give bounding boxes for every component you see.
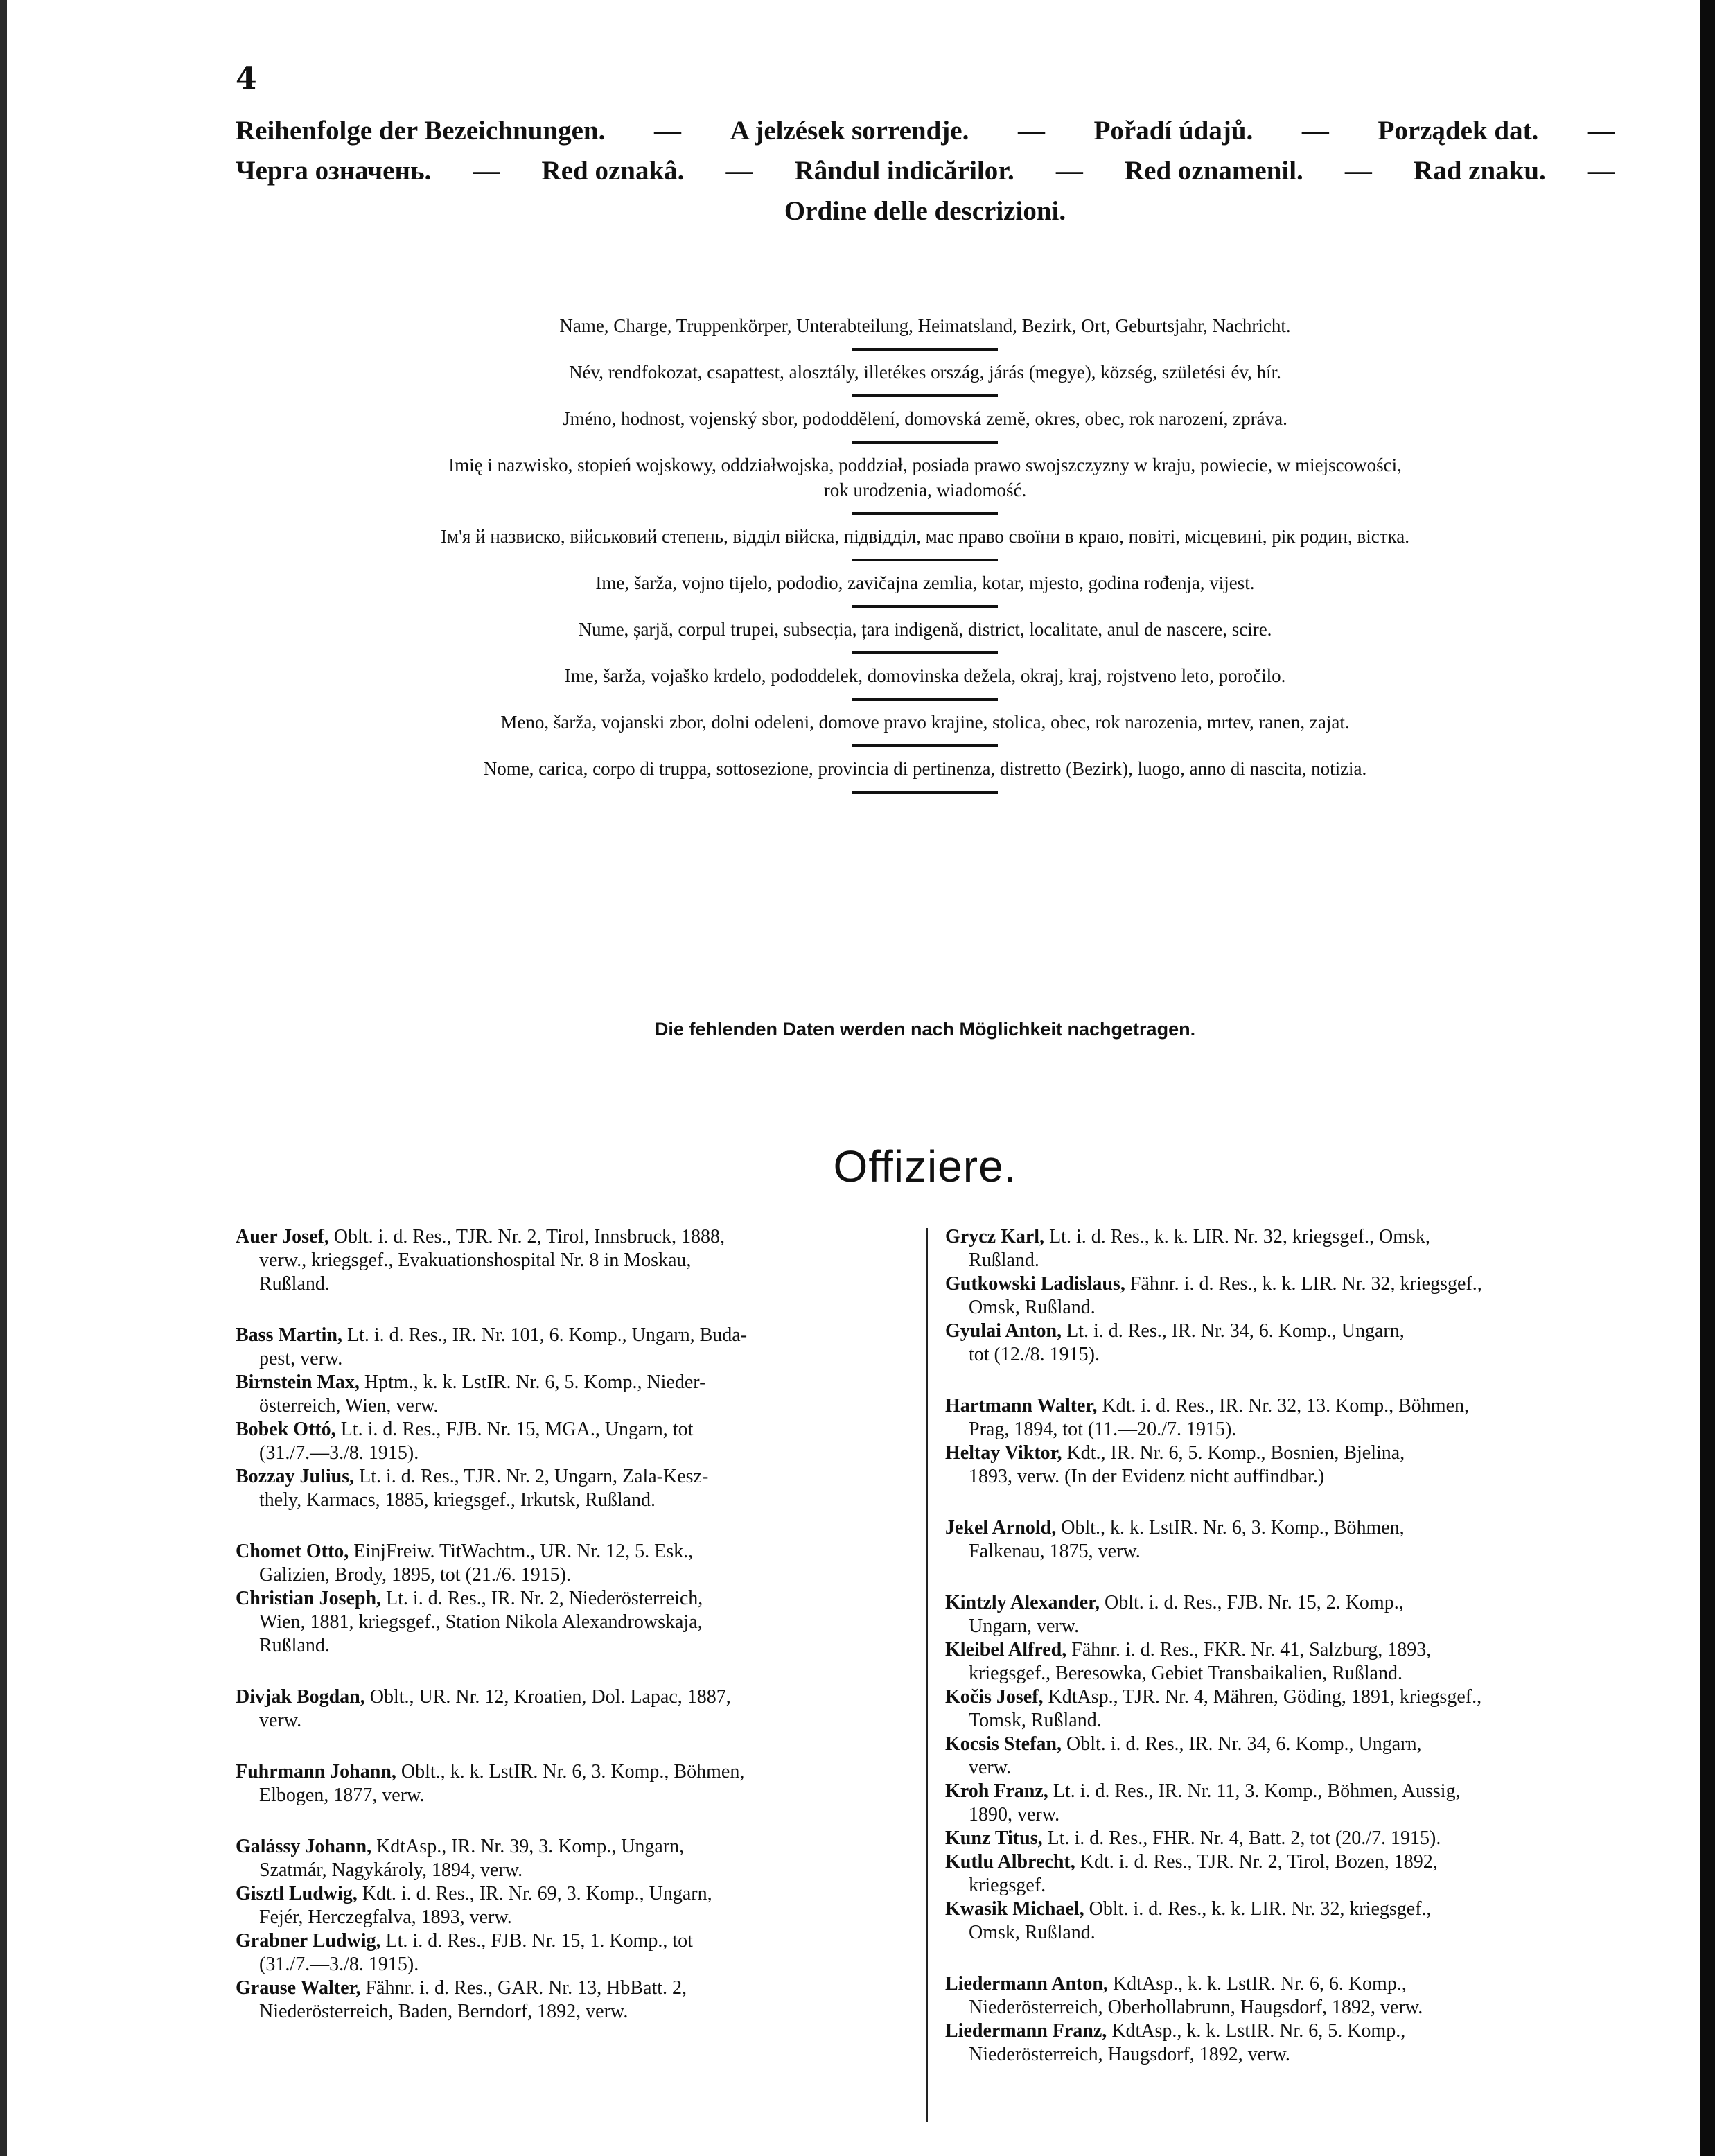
description-item [236,756,1615,781]
description-line: Ім'я й назвиско, військовий степень, відділ війска, підвідділ, має право своїни в краю, повіті, місцевині, рік родин, вістка. [441,526,1409,547]
description-line: rok urodzenia, wiadomość. [823,480,1027,500]
officer-details: Ungarn, verw. [969,1615,1080,1637]
officer-columns [236,1225,1615,2126]
separator-rule [852,791,998,794]
officer-name: Galássy Johann, [236,1836,372,1857]
officer-entry-line [236,1394,908,1418]
officer-entry-line [945,1756,1615,1780]
description-line: Név, rendfokozat, csapattest, alosztály, illetékes ország, járás (megye), község, születési év, hír. [569,362,1281,383]
officer-entry-line [945,1850,1615,1874]
officer-details: österreich, Wien, verw. [259,1395,439,1417]
description-line: Name, Charge, Truppenkörper, Unterabteilung, Heimatsland, Bezirk, Ort, Geburtsjahr, Nachricht. [559,315,1291,336]
officer-entry [236,1835,908,1882]
header-dash: — [473,156,500,186]
separator-rule [852,512,998,515]
officer-entry [236,1225,908,1296]
header-dash: — [1587,116,1615,146]
officer-entry-line [945,1972,1615,1996]
header-line-2 [236,151,1615,191]
officer-entry-line [945,1272,1615,1296]
officer-name: Jekel Arnold, [945,1517,1057,1539]
officer-entry [236,1465,908,1512]
officer-details: Lt. i. d. Res., TJR. Nr. 2, Ungarn, Zala-Kesz- [359,1466,709,1487]
description-item [236,710,1615,735]
description-item [236,570,1615,595]
description-item [236,313,1615,338]
officer-entry-line [945,1465,1615,1489]
header-dash: — [1301,116,1329,146]
officer-details: Rußland. [969,1250,1039,1271]
officer-entry-line [236,1611,908,1634]
officer-entry-line [236,1225,908,1249]
header-sl: Red oznamenil. [1124,156,1303,186]
officer-details: Oblt. i. d. Res., k. k. LIR. Nr. 32, kriegsgef., [1089,1898,1432,1920]
description-item [236,663,1615,688]
section-title: Offiziere. [833,1141,1017,1191]
description-item [236,360,1615,385]
separator-rule [852,559,998,561]
description-line: Nume, șarjă, corpul trupei, subsecția, țara indigenă, district, localitate, anul de nascere, scire. [578,619,1272,640]
officer-entry-line [945,1296,1615,1320]
officer-entry-line [236,1418,908,1441]
officer-details: Kdt. i. d. Res., IR. Nr. 69, 3. Komp., Ungarn, [362,1883,712,1904]
officer-entry-line [236,1929,908,1953]
description-line: Ime, šarža, vojaško krdelo, pododdelek, domovinska dežela, okraj, kraj, rojstveno leto, poročilo. [564,665,1286,686]
officer-entry [945,1516,1615,1563]
officer-name: Bobek Ottó, [236,1419,336,1440]
officer-name: Kintzly Alexander, [945,1592,1100,1613]
officer-details: Wien, 1881, kriegsgef., Station Nikola Alexandrowskaja, [259,1611,703,1633]
officer-details: EinjFreiw. TitWachtm., UR. Nr. 12, 5. Esk., [353,1541,694,1562]
officer-details: Lt. i. d. Res., IR. Nr. 2, Niederösterreich, [386,1588,703,1609]
officer-details: Kdt., IR. Nr. 6, 5. Komp., Bosnien, Bjelina, [1066,1442,1405,1464]
officer-details: Lt. i. d. Res., FJB. Nr. 15, MGA., Ungarn, tot [340,1419,694,1440]
officer-entry-line [945,1418,1615,1441]
officer-name: Fuhrmann Johann, [236,1761,396,1782]
header-hu: A jelzések sorrendje. [730,116,969,146]
officer-entry-line [236,1634,908,1658]
description-line: Imię i nazwisko, stopień wojskowy, oddziałwojska, poddział, posiada prawo swojszczyzny w kraju, powiecie, w miejscowości, [448,455,1402,475]
officer-entry-line [945,1320,1615,1343]
officer-name: Gutkowski Ladislaus, [945,1273,1125,1295]
separator-rule [852,744,998,747]
officer-entry-line [236,1784,908,1807]
header-pl: Porządek dat. [1378,116,1539,146]
officer-details: pest, verw. [259,1348,343,1369]
officer-details: Lt. i. d. Res., FHR. Nr. 4, Batt. 2, tot (20./7. 1915). [1047,1828,1441,1849]
officer-entry [236,1929,908,1977]
separator-rule [852,605,998,608]
separator-rule [852,698,998,701]
description-line: Meno, šarža, vojanski zbor, dolni odeleni, domove pravo krajine, stolica, obec, rok narozenia, mrtev, ranen, zajat. [500,712,1350,733]
officer-entry-line [945,1441,1615,1465]
officer-name: Birnstein Max, [236,1371,360,1393]
officer-name: Divjak Bogdan, [236,1686,365,1708]
descriptions-list [236,313,1615,803]
officer-entry-line [945,1996,1615,2019]
officer-entry [236,1418,908,1465]
officer-details: Fähnr. i. d. Res., FKR. Nr. 41, Salzburg, 1893, [1071,1639,1432,1660]
scan-edge-left [0,0,7,2156]
officer-details: Oblt., k. k. LstIR. Nr. 6, 3. Komp., Böhmen, [401,1761,745,1782]
officer-entry [236,1587,908,1658]
missing-data-note: Die fehlenden Daten werden nach Möglichkeit nachgetragen. [654,1019,1196,1040]
officer-details: Kdt. i. d. Res., TJR. Nr. 2, Tirol, Bozen, 1892, [1080,1851,1438,1873]
officer-details: Fejér, Herczegfalva, 1893, verw. [259,1907,512,1928]
officer-details: Rußland. [259,1273,330,1295]
header-dash: — [1055,156,1083,186]
officer-entry-line [945,1249,1615,1272]
officer-details: Fähnr. i. d. Res., GAR. Nr. 13, HbBatt. 2, [365,1977,687,1999]
officer-details: Oblt. i. d. Res., FJB. Nr. 15, 2. Komp., [1104,1592,1404,1613]
officer-details: Niederösterreich, Baden, Berndorf, 1892, verw. [259,2001,628,2022]
officer-entry [945,1972,1615,2019]
officer-entry-line [236,1441,908,1465]
officer-details: Omsk, Rußland. [969,1297,1096,1318]
officer-entry [945,1591,1615,1638]
officer-details: Lt. i. d. Res., IR. Nr. 11, 3. Komp., Böhmen, Aussig, [1053,1780,1461,1802]
officer-details: Omsk, Rußland. [969,1922,1096,1943]
header-dash: — [725,156,753,186]
officer-entry-line [945,1803,1615,1827]
officer-entry-line [945,1874,1615,1898]
officer-entry-line [945,1638,1615,1662]
officer-name: Kleibel Alfred, [945,1639,1067,1660]
officer-name: Liedermann Anton, [945,1973,1108,1995]
officer-details: Kdt. i. d. Res., IR. Nr. 32, 13. Komp., Böhmen, [1102,1395,1470,1417]
officer-details: Rußland. [259,1635,330,1656]
officer-details: kriegsgef. [969,1875,1046,1896]
header-hr: Red oznakâ. [541,156,685,186]
separator-rule [852,348,998,351]
officer-entry-line [236,1906,908,1929]
header-dash: — [1344,156,1372,186]
officer-entry-line [236,1272,908,1296]
officer-details: Oblt. i. d. Res., IR. Nr. 34, 6. Komp., Ungarn, [1066,1733,1422,1755]
officer-details: Lt. i. d. Res., IR. Nr. 34, 6. Komp., Ungarn, [1066,1320,1405,1342]
officer-details: verw., kriegsgef., Evakuationshospital Nr. 8 in Moskau, [259,1250,692,1271]
officer-name: Heltay Viktor, [945,1442,1062,1464]
officer-name: Auer Josef, [236,1226,329,1247]
header-uk: Черга означень. [236,156,432,186]
description-item [236,617,1615,642]
officer-name: Gyulai Anton, [945,1320,1062,1342]
officer-name: Gisztl Ludwig, [236,1883,358,1904]
officer-details: Fähnr. i. d. Res., k. k. LIR. Nr. 32, kriegsgef., [1129,1273,1482,1295]
officer-details: Galizien, Brody, 1895, tot (21./6. 1915). [259,1564,572,1586]
column-divider [926,1228,928,2122]
officer-details: Lt. i. d. Res., FJB. Nr. 15, 1. Komp., tot [385,1930,693,1952]
officer-name: Grycz Karl, [945,1226,1045,1247]
officer-entry-line [236,1709,908,1733]
officer-entry-line [236,1760,908,1784]
officer-details: tot (12./8. 1915). [969,1344,1100,1365]
officer-name: Kwasik Michael, [945,1898,1084,1920]
header-de: Reihenfolge der Bezeichnungen. [236,116,606,146]
officer-details: Lt. i. d. Res., IR. Nr. 101, 6. Komp., Ungarn, Buda- [347,1324,748,1346]
officer-entry-line [945,1343,1615,1367]
officer-entry-line [945,1709,1615,1733]
description-line: Ime, šarža, vojno tijelo, pododio, zavičajna zemlia, kotar, mjesto, godina rođenja, vijest. [595,572,1255,593]
officer-details: Oblt., UR. Nr. 12, Kroatien, Dol. Lapac, 1887, [369,1686,731,1708]
officer-entry [236,1371,908,1418]
officer-details: 1893, verw. (In der Evidenz nicht auffindbar.) [969,1466,1325,1487]
officer-details: Elbogen, 1877, verw. [259,1785,425,1806]
officer-details: Prag, 1894, tot (11.—20./7. 1915). [969,1419,1237,1440]
officer-details: Lt. i. d. Res., k. k. LIR. Nr. 32, kriegsgef., Omsk, [1049,1226,1430,1247]
officer-entry [945,1780,1615,1827]
separator-rule [852,651,998,654]
officer-entry [945,1898,1615,1945]
description-item [236,406,1615,431]
officer-entry-line [236,1347,908,1371]
officer-name: Bozzay Julius, [236,1466,355,1487]
separator-rule [852,394,998,397]
officer-details: KdtAsp., TJR. Nr. 4, Mähren, Göding, 1891, kriegsgef., [1048,1686,1482,1708]
officer-entry-line [236,1859,908,1882]
officer-details: Niederösterreich, Haugsdorf, 1892, verw. [969,2044,1290,2065]
officer-entry-line [236,2000,908,2024]
officer-entry-line [236,1465,908,1489]
header-dash: — [653,116,681,146]
officer-entry-line [236,1540,908,1563]
description-line: Jméno, hodnost, vojenský sbor, pododdělení, domovská země, okres, obec, rok narození, zpráva. [563,408,1287,429]
scan-edge-right [1700,0,1715,2156]
officer-entry [945,1272,1615,1320]
officer-details: KdtAsp., k. k. LstIR. Nr. 6, 5. Komp., [1111,2020,1406,2042]
officer-entry-line [945,1591,1615,1615]
officer-entry-line [945,1898,1615,1921]
officer-details: Niederösterreich, Oberhollabrunn, Haugsdorf, 1892, verw. [969,1997,1423,2018]
officer-details: KdtAsp., IR. Nr. 39, 3. Komp., Ungarn, [376,1836,685,1857]
officer-entry-line [236,1587,908,1611]
officer-name: Kutlu Albrecht, [945,1851,1075,1873]
officer-entry [236,1324,908,1371]
officer-name: Grabner Ludwig, [236,1930,381,1952]
officer-entry-line [236,1249,908,1272]
right-column [945,1225,1615,2067]
officer-entry-line [945,1540,1615,1563]
description-line: Nome, carica, corpo di truppa, sottosezione, provincia di pertinenza, distretto (Bezirk), luogo, anno di nascita, notizia. [483,758,1367,779]
header-dash: — [1017,116,1045,146]
description-item [236,453,1615,502]
officer-entry-line [945,2019,1615,2043]
officer-entry [945,1320,1615,1367]
officer-entry [945,1638,1615,1685]
officer-entry [236,1882,908,1929]
officer-details: KdtAsp., k. k. LstIR. Nr. 6, 6. Komp., [1112,1973,1407,1995]
header-sk: Rad znaku. [1414,156,1546,186]
officer-entry-line [236,1977,908,2000]
officer-name: Grause Walter, [236,1977,361,1999]
officer-entry [236,1685,908,1733]
officer-details: thely, Karmacs, 1885, kriegsgef., Irkutsk, Rußland. [259,1489,656,1511]
officer-entry [945,1733,1615,1780]
officer-details: Oblt. i. d. Res., TJR. Nr. 2, Tirol, Innsbruck, 1888, [333,1226,725,1247]
officer-entry [945,1685,1615,1733]
header-line-1 [236,111,1615,151]
officer-entry-line [945,1662,1615,1685]
officer-details: kriegsgef., Beresowka, Gebiet Transbaikalien, Rußland. [969,1663,1402,1684]
header-it: Ordine delle descrizioni. [784,196,1066,226]
header-ro: Rândul indicărilor. [794,156,1014,186]
officer-name: Kunz Titus, [945,1828,1043,1849]
officer-details: Tomsk, Rußland. [969,1710,1102,1731]
officer-name: Kocsis Stefan, [945,1733,1062,1755]
left-column [236,1225,908,2024]
officer-name: Christian Joseph, [236,1588,382,1609]
officer-entry-line [945,1921,1615,1945]
officer-name: Kroh Franz, [945,1780,1048,1802]
officer-details: verw. [259,1710,302,1731]
officer-name: Bass Martin, [236,1324,342,1346]
header-line-3 [236,191,1615,231]
officer-entry-line [236,1563,908,1587]
officer-entry [236,1760,908,1807]
officer-entry-line [945,1685,1615,1709]
officer-entry [236,1540,908,1587]
officer-entry-line [945,1394,1615,1418]
officer-entry-line [236,1324,908,1347]
header-block [236,111,1615,231]
officer-details: (31./7.—3./8. 1915). [259,1954,419,1975]
officer-entry-line [236,1489,908,1512]
officer-name: Liedermann Franz, [945,2020,1107,2042]
header-dash: — [1587,156,1615,186]
officer-entry-line [945,1780,1615,1803]
officer-entry [945,2019,1615,2067]
description-item [236,524,1615,549]
officer-name: Kočis Josef, [945,1686,1044,1708]
officer-entry-line [945,1225,1615,1249]
officer-entry-line [236,1835,908,1859]
officer-entry [945,1441,1615,1489]
officer-entry-line [236,1685,908,1709]
officer-entry-line [945,1615,1615,1638]
officer-details: Hptm., k. k. LstIR. Nr. 6, 5. Komp., Nieder- [364,1371,706,1393]
officer-details: (31./7.—3./8. 1915). [259,1442,419,1464]
officer-entry [945,1850,1615,1898]
officer-details: 1890, verw. [969,1804,1060,1825]
officer-entry-line [236,1882,908,1906]
officer-entry-line [945,1733,1615,1756]
officer-entry [945,1827,1615,1850]
officer-entry-line [945,1516,1615,1540]
officer-entry-line [945,2043,1615,2067]
officer-entry-line [236,1953,908,1977]
header-cs: Pořadí údajů. [1093,116,1254,146]
officer-entry-line [945,1827,1615,1850]
separator-rule [852,441,998,444]
officer-details: Szatmár, Nagykároly, 1894, verw. [259,1859,523,1881]
officer-entry-line [236,1371,908,1394]
officer-name: Chomet Otto, [236,1541,349,1562]
officer-details: Oblt., k. k. LstIR. Nr. 6, 3. Komp., Böhmen, [1061,1517,1405,1539]
officer-details: Falkenau, 1875, verw. [969,1541,1141,1562]
officer-details: verw. [969,1757,1012,1778]
officer-name: Hartmann Walter, [945,1395,1098,1417]
officer-entry [945,1225,1615,1272]
officer-entry [945,1394,1615,1441]
page-number: 4 [236,61,257,96]
officer-entry [236,1977,908,2024]
